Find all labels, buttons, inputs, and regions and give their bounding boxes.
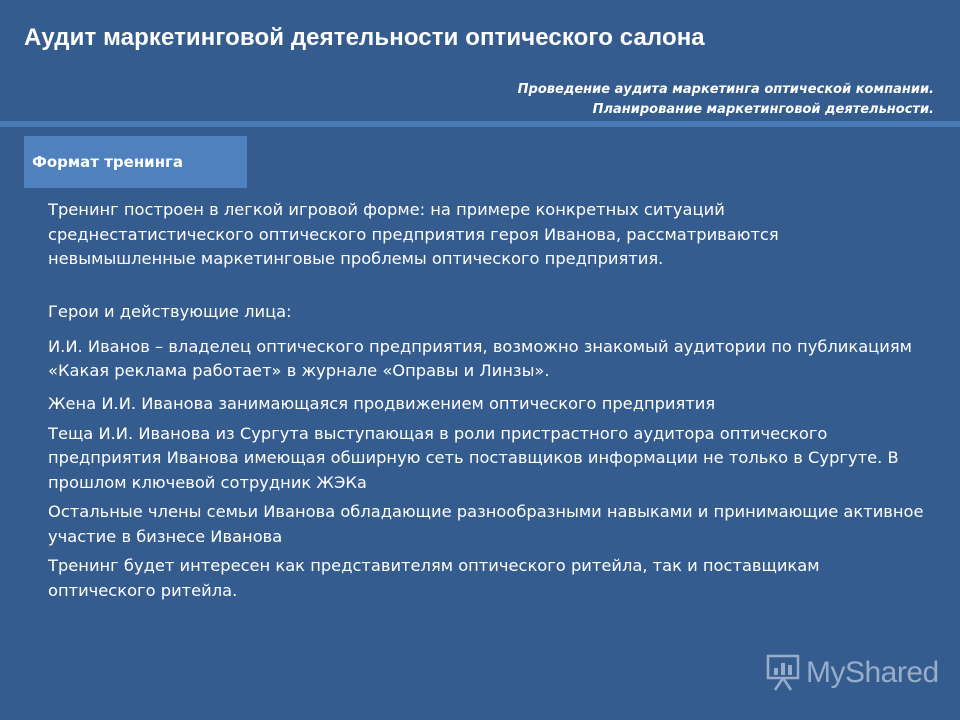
subtitle-line-1: Проведение аудита маркетинга оптической компании. [517, 82, 934, 97]
character-mother-in-law: Теща И.И. Иванова из Сургута выступающая в роли пристрастного аудитора оптического предприятия Иванова имеющая обширную сеть поставщиков информации не только в Сургуте. В прошлом ключевой сотрудник ЖЭКа [48, 423, 899, 492]
intro-paragraph: Тренинг построен в легкой игровой форме: на примере конкретных ситуаций среднестатистического оптического предприятия героя Иванова, рассматриваются невымышленные маркетинговые проблемы оптического предприятия. [48, 200, 779, 268]
slide-subtitle [518, 80, 934, 120]
heroes-heading: Герои и действующие лица: [48, 301, 292, 321]
section-label: Формат тренинга [32, 153, 184, 171]
slide-title: Аудит маркетинговой деятельности оптического салона [24, 24, 705, 51]
target-audience: Тренинг будет интересен как представителям оптического ритейла, так и поставщикам оптического ритейла. [48, 556, 820, 600]
watermark [766, 654, 939, 692]
presentation-board-icon [766, 654, 800, 692]
character-wife: Жена И.И. Иванова занимающаяся продвижением оптического предприятия [48, 393, 716, 413]
subtitle-line-2: Планирование маркетинговой деятельности. [592, 102, 934, 117]
body-text [48, 198, 928, 603]
character-family: Остальные члены семьи Иванова обладающие разнообразными навыками и принимающие активное участие в бизнесе Иванова [48, 502, 924, 546]
section-label-box [24, 136, 247, 188]
header-divider [0, 121, 960, 127]
character-ivanov: И.И. Иванов – владелец оптического предприятия, возможно знакомый аудитории по публикациям «Какая реклама работает» в журнале «Оправы и Линзы». [48, 336, 912, 380]
watermark-text: MyShared [806, 656, 939, 689]
